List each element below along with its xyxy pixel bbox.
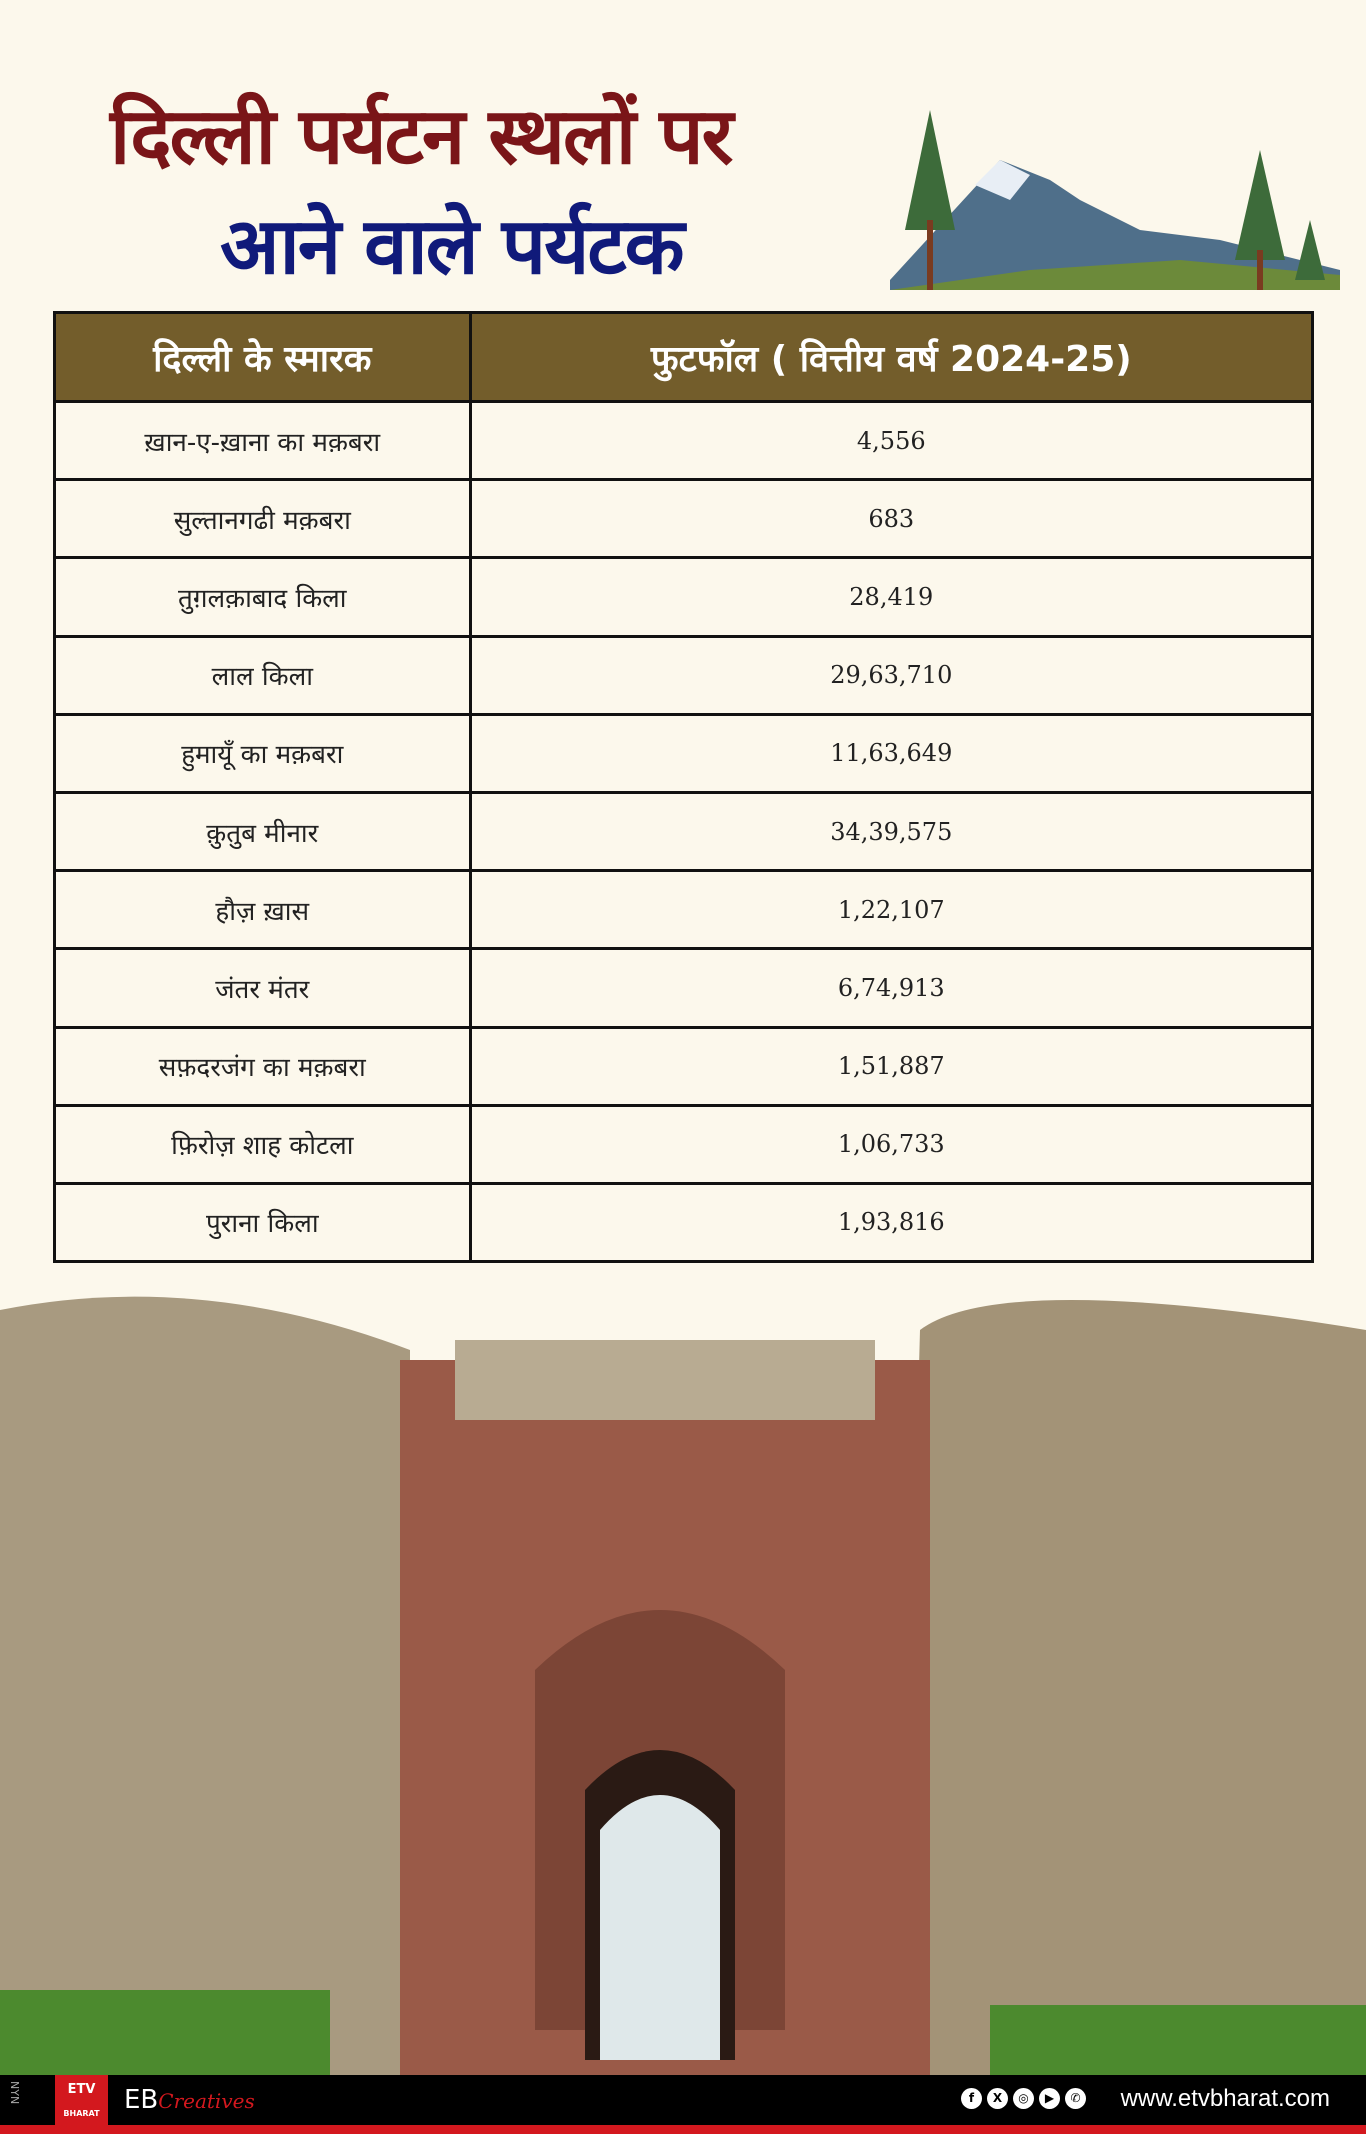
logo-text: ETV	[67, 2082, 96, 2097]
x-icon[interactable]: X	[987, 2088, 1008, 2109]
eb-creatives	[124, 2085, 255, 2115]
logo-sub: BHARAT	[63, 2109, 100, 2118]
footfall-value: 29,63,710	[470, 636, 1312, 714]
footfall-value: 1,51,887	[470, 1027, 1312, 1105]
table-row	[55, 1105, 1313, 1183]
header-monument: दिल्ली के स्मारक	[55, 313, 471, 402]
monument-name: सफ़दरजंग का मक़बरा	[55, 1027, 471, 1105]
footfall-table	[53, 311, 1314, 1263]
footfall-value: 1,22,107	[470, 871, 1312, 949]
monument-name: लाल किला	[55, 636, 471, 714]
monument-name: हुमायूँ का मक़बरा	[55, 714, 471, 792]
footfall-value: 11,63,649	[470, 714, 1312, 792]
purana-qila-photo	[0, 1270, 1366, 2075]
monument-name: ख़ान-ए-ख़ाना का मक़बरा	[55, 402, 471, 480]
footfall-value: 1,93,816	[470, 1183, 1312, 1261]
table-row	[55, 1027, 1313, 1105]
creatives-text: Creatives	[158, 2089, 255, 2113]
instagram-icon[interactable]: ◎	[1013, 2088, 1034, 2109]
table-row	[55, 636, 1313, 714]
footfall-value: 28,419	[470, 558, 1312, 636]
etv-bharat-logo	[55, 2075, 108, 2125]
footfall-value: 683	[470, 480, 1312, 558]
table-row	[55, 558, 1313, 636]
table-row	[55, 1183, 1313, 1261]
footfall-value: 1,06,733	[470, 1105, 1312, 1183]
monument-name: फ़िरोज़ शाह कोटला	[55, 1105, 471, 1183]
monument-name: हौज़ ख़ास	[55, 871, 471, 949]
table-row	[55, 480, 1313, 558]
monument-name: जंतर मंतर	[55, 949, 471, 1027]
title-line-2: आने वाले पर्यटक	[220, 202, 683, 292]
footfall-value: 34,39,575	[470, 792, 1312, 870]
table-row	[55, 714, 1313, 792]
title-line-1: दिल्ली पर्यटन स्थलों पर	[110, 92, 732, 182]
youtube-icon[interactable]: ▶	[1039, 2088, 1060, 2109]
header-footfall: फुटफॉल ( वित्तीय वर्ष 2024-25)	[470, 313, 1312, 402]
table-row	[55, 792, 1313, 870]
table-row	[55, 402, 1313, 480]
footfall-value: 6,74,913	[470, 949, 1312, 1027]
side-text: NYN	[8, 2081, 21, 2105]
footer-red-strip	[0, 2125, 1366, 2134]
footer-bar	[0, 2075, 1366, 2125]
table-row	[55, 871, 1313, 949]
social-icons	[961, 2088, 1086, 2109]
facebook-icon[interactable]: f	[961, 2088, 982, 2109]
table-row	[55, 949, 1313, 1027]
mountain-trees-illustration	[880, 90, 1340, 300]
eb-text: EB	[124, 2085, 159, 2115]
footfall-value: 4,556	[470, 402, 1312, 480]
monument-name: तुग़लक़ाबाद किला	[55, 558, 471, 636]
monument-name: क़ुतुब मीनार	[55, 792, 471, 870]
whatsapp-icon[interactable]: ✆	[1065, 2088, 1086, 2109]
monument-name: पुराना किला	[55, 1183, 471, 1261]
website-link[interactable]: www.etvbharat.com	[1120, 2085, 1330, 2112]
monument-name: सुल्तानगढी मक़बरा	[55, 480, 471, 558]
